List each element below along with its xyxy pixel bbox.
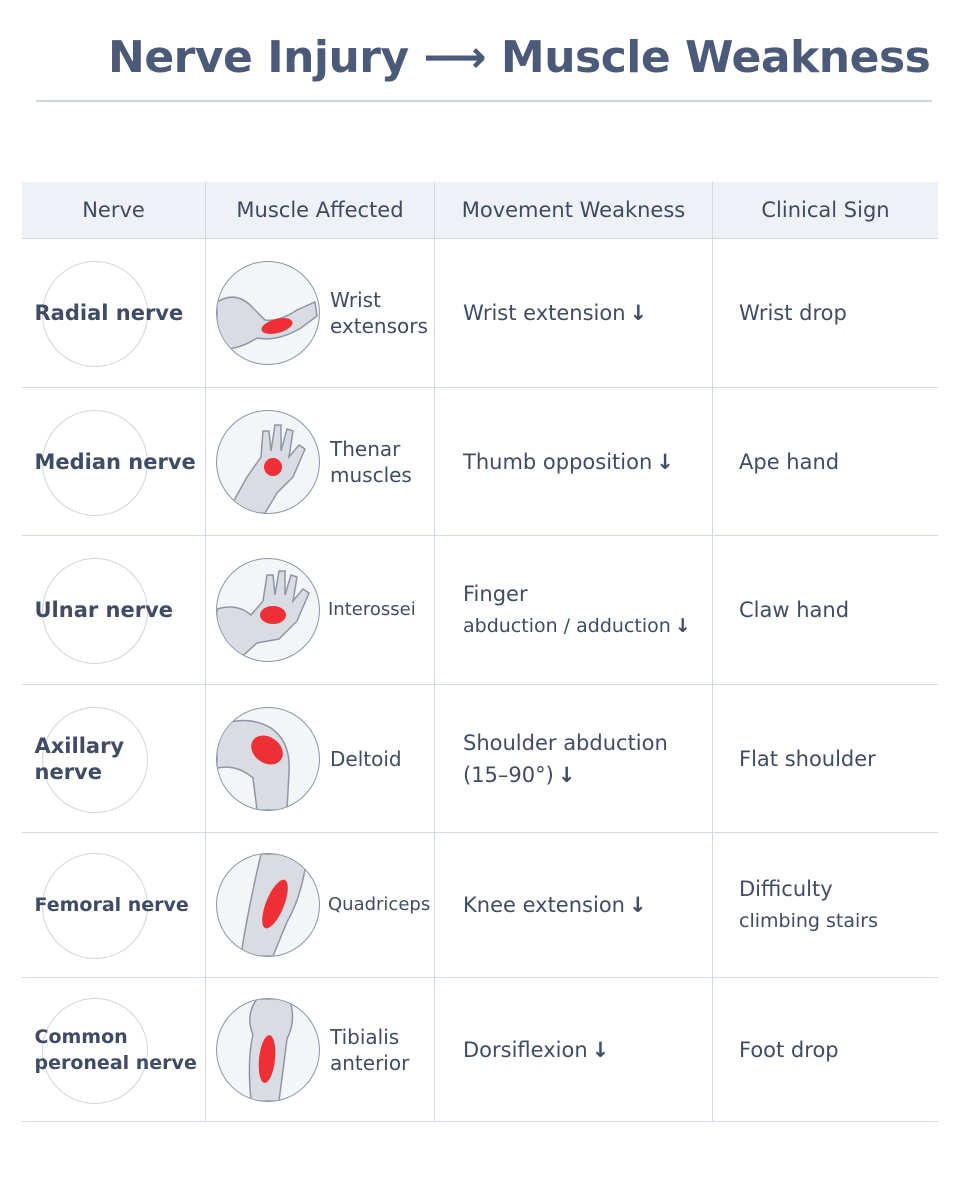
muscle-cell: [206, 388, 435, 535]
header-muscle: Muscle Affected: [206, 182, 435, 238]
title-divider: [36, 100, 932, 102]
nerve-cell: [22, 685, 206, 832]
movement-text: Shoulder abduction: [463, 730, 668, 755]
page-title: Nerve Injury ⟶ Muscle Weakness: [108, 32, 931, 83]
muscle-name: Deltoid: [330, 746, 402, 771]
sign-cell: [713, 978, 938, 1121]
muscle-name: Wrist extensors: [330, 288, 428, 338]
movement-text: Finger: [463, 582, 528, 606]
header-nerve: Nerve: [22, 182, 206, 238]
clinical-sign: Wrist drop: [739, 301, 847, 325]
clinical-sign: Ape hand: [739, 449, 840, 474]
thigh-quadriceps-icon: [216, 853, 320, 957]
nerve-cell: [22, 239, 206, 387]
movement-text: Knee extension: [463, 893, 625, 917]
muscle-name: Quadriceps: [328, 894, 431, 915]
down-arrow-icon: ↓: [591, 1037, 610, 1062]
down-arrow-icon: ↓: [628, 893, 647, 917]
movement-cell: [435, 978, 713, 1121]
nerve-name: Axillary nerve: [34, 733, 125, 784]
movement-text: Wrist extension: [463, 301, 626, 325]
clinical-sign-line2: climbing stairs: [739, 910, 878, 932]
leg-tibialis-icon: [216, 998, 320, 1102]
movement-text-line2: (15–90°): [463, 762, 554, 787]
down-arrow-icon: ↓: [656, 449, 674, 474]
nerve-name: Radial nerve: [34, 301, 184, 325]
table-row: [22, 833, 938, 978]
nerve-name: Median nerve: [34, 449, 196, 474]
nerve-table: [22, 182, 938, 1122]
sign-cell: [713, 239, 938, 387]
movement-cell: [435, 388, 713, 535]
header-sign: Clinical Sign: [761, 198, 890, 222]
movement-cell: [435, 536, 713, 684]
table-row: [22, 685, 938, 833]
header-movement: Movement Weakness: [435, 182, 713, 238]
table-header: [22, 182, 938, 239]
sign-cell: [713, 388, 938, 535]
clinical-sign: Difficulty: [739, 877, 833, 901]
movement-cell: [435, 833, 713, 977]
nerve-cell: [22, 978, 206, 1121]
arm-wrist-extensor-icon: [216, 261, 320, 365]
hand-thenar-icon: [216, 410, 320, 514]
table-row: [22, 388, 938, 536]
movement-text: Thumb opposition: [463, 449, 653, 474]
muscle-cell: [206, 239, 435, 387]
movement-text: Dorsiflexion: [463, 1037, 588, 1062]
clinical-sign: Claw hand: [739, 598, 850, 622]
table-row: [22, 536, 938, 685]
movement-text-line2: abduction / adduction: [463, 615, 671, 637]
muscle-cell: [206, 685, 435, 832]
movement-cell: [435, 685, 713, 832]
muscle-cell: [206, 536, 435, 684]
muscle-name: Thenar muscles: [330, 436, 412, 487]
movement-cell: [435, 239, 713, 387]
muscle-cell: [206, 978, 435, 1121]
clinical-sign: Foot drop: [739, 1037, 839, 1062]
nerve-name: Ulnar nerve: [34, 598, 174, 622]
nerve-name: Femoral nerve: [34, 894, 189, 916]
clinical-sign: Flat shoulder: [739, 746, 876, 771]
down-arrow-icon: ↓: [629, 301, 648, 325]
shoulder-deltoid-icon: [216, 707, 320, 811]
muscle-cell: [206, 833, 435, 977]
table-row: [22, 978, 938, 1122]
down-arrow-icon: ↓: [674, 615, 691, 637]
nerve-cell: [22, 833, 206, 977]
table-row: [22, 239, 938, 388]
sign-cell: [713, 685, 938, 832]
hand-interossei-icon: [216, 558, 320, 662]
sign-cell: [713, 833, 938, 977]
sign-cell: [713, 536, 938, 684]
nerve-cell: [22, 536, 206, 684]
muscle-name: Interossei: [328, 599, 416, 620]
nerve-name: Common peroneal nerve: [34, 1025, 197, 1074]
muscle-name: Tibialis anterior: [330, 1024, 410, 1075]
down-arrow-icon: ↓: [557, 762, 576, 787]
nerve-cell: [22, 388, 206, 535]
